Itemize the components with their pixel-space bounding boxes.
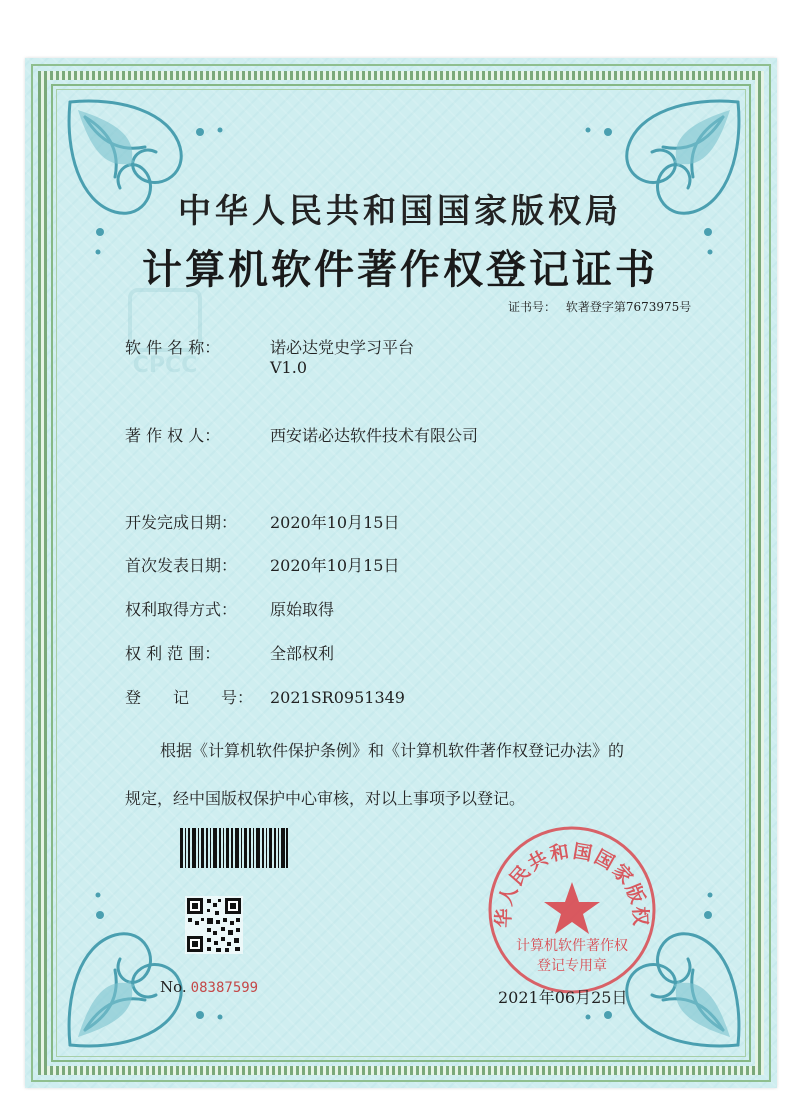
serial-number <box>160 978 258 996</box>
field-label: 首次发表日期： <box>125 556 238 575</box>
seal-line-2: 登记专用章 <box>537 958 607 974</box>
issuing-authority: 中华人民共和国国家版权局 <box>178 191 622 230</box>
field-label: 权利取得方式： <box>125 600 238 619</box>
official-seal <box>482 820 662 1000</box>
field-label: 权 利 范 围： <box>125 644 221 663</box>
watermark-text: CPCC <box>132 353 198 378</box>
field-software-version: V1.0 <box>270 358 307 377</box>
seal-star-icon <box>544 882 600 934</box>
field-value: 全部权利 <box>270 644 335 663</box>
field-software-name <box>125 335 414 358</box>
field-value: 2021SR0951349 <box>270 688 405 707</box>
field-label: 著 作 权 人： <box>125 426 221 445</box>
cpcc-watermark-logo <box>110 280 220 380</box>
field-value: 原始取得 <box>270 600 335 619</box>
seal-line-1: 计算机软件著作权 <box>516 938 628 954</box>
field-label: 开发完成日期： <box>125 513 238 532</box>
field-value: 2020年10月15日 <box>270 556 400 575</box>
field-development-date <box>125 510 399 533</box>
qr-code <box>185 896 243 954</box>
field-label: 登 记 号： <box>125 688 254 707</box>
serial-number-value: 08387599 <box>190 980 259 996</box>
field-copyright-owner <box>125 423 478 446</box>
field-value: 2020年10月15日 <box>270 513 400 532</box>
issue-date: 2021年06月25日 <box>498 988 628 1007</box>
certificate-number <box>508 298 697 315</box>
serial-number-label: No. <box>160 978 187 996</box>
field-label: 软 件 名 称： <box>125 338 221 357</box>
barcode <box>180 828 288 868</box>
field-scope-of-rights <box>125 641 334 664</box>
field-first-publish-date <box>125 553 399 576</box>
field-value: 诺必达党史学习平台 <box>270 338 415 357</box>
field-registration-number <box>125 685 405 708</box>
certificate-number-value: 软著登字第7673975号 <box>565 300 692 314</box>
certificate-title: 计算机软件著作权登记证书 <box>142 246 658 293</box>
field-acquisition-method <box>125 597 334 620</box>
seal-ring-text: 华人民共和国国家版权 <box>492 840 652 929</box>
statement-line-1: 根据《计算机软件保护条例》和《计算机软件著作权登记办法》的 <box>160 741 625 760</box>
corner-ornament-bottom-left <box>60 865 250 1055</box>
field-value: 西安诺必达软件技术有限公司 <box>270 426 479 445</box>
certificate-number-label: 证书号： <box>508 300 557 314</box>
statement-line-2: 规定，经中国版权保护中心审核，对以上事项予以登记。 <box>125 789 526 808</box>
